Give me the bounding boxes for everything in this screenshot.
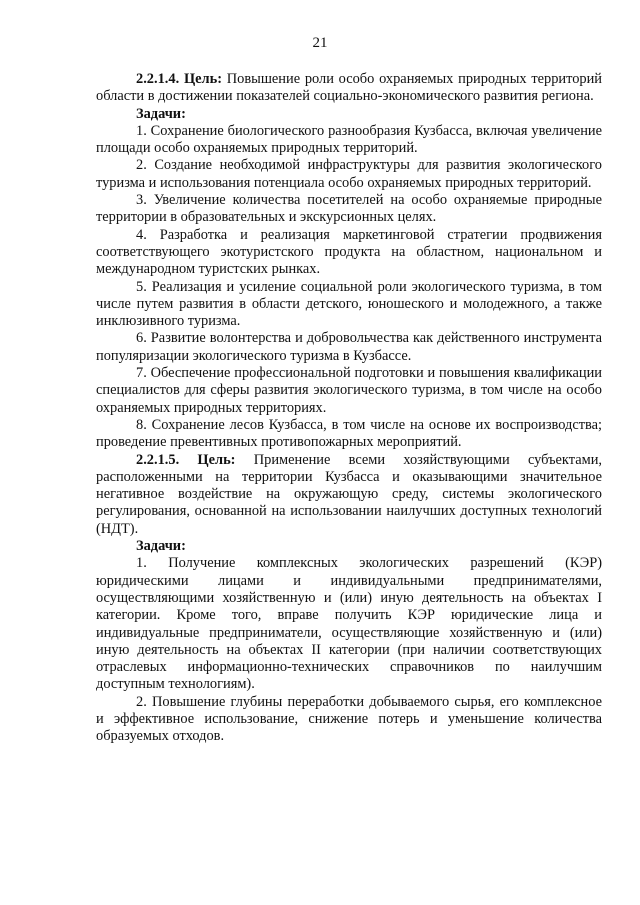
task-text: Увеличение количества посетителей на особо охраняемые природные территории в образовательных и экскурсионных целях. (96, 192, 602, 226)
task-item (96, 192, 602, 227)
document-body (96, 71, 602, 746)
task-text: Получение комплексных экологических разрешений (КЭР) юридическими лицами и индивидуальными предпринимателями, осуществляющими хозяйственную и (или) иную деятельность на объектах I категории. Кроме того, вправе получить КЭР юридические лица и индивидуальные предприниматели, осуществляющие хозяйственную и (или) иную деятельность на объектах II категории (при наличии соответствующих отраслевых информационно-технических справочников по наилучшим доступным технологиям). (96, 555, 602, 693)
task-item (96, 157, 602, 192)
task-number: 7. (136, 365, 147, 382)
goal-label: Цель: (183, 71, 222, 87)
tasks-heading: Задачи: (136, 105, 186, 122)
task-text: Создание необходимой инфраструктуры для развития экологического туризма и использования потенциала особо охраняемых природных территорий. (96, 157, 602, 191)
task-number: 2. (136, 693, 147, 710)
goal-number: 2.2.1.4. (136, 71, 180, 87)
task-number: 5. (136, 278, 147, 295)
task-number: 3. (136, 192, 147, 209)
task-number: 4. (136, 226, 147, 243)
task-text: Сохранение биологического разнообразия Кузбасса, включая увеличение площади особо охраняемых природных территорий. (96, 122, 602, 157)
task-item (96, 555, 602, 693)
goal-text: Повышение роли особо охраняемых природных территорий области в достижении показателей социально-экономического развития региона. (96, 71, 602, 105)
task-text: Обеспечение профессиональной подготовки и повышения квалификации специалистов для сферы развития экологического туризма, в том числе на особо охраняемых природных территориях. (96, 365, 602, 416)
task-text: Повышение глубины переработки добываемого сырья, его комплексное и эффективное использование, снижение потерь и уменьшение количества образуемых отходов. (96, 693, 602, 745)
goal-paragraph-2-2-1-5 (96, 452, 602, 538)
goal-text: Применение всеми хозяйствующими субъектами, расположенными на территории Кузбасса и оказывающими значительное негативное воздействие на окружающую среду, системы экологического регулирования, основанной на использовании наилучших доступных технологий (НДТ). (96, 451, 602, 537)
task-item (96, 123, 602, 158)
goal-paragraph-2-2-1-4 (96, 71, 602, 106)
task-text: Сохранение лесов Кузбасса, в том числе на основе их воспроизводства; проведение превентивных противопожарных мероприятий. (96, 416, 602, 451)
task-number: 1. (136, 122, 147, 139)
tasks-heading: Задачи: (136, 538, 186, 555)
task-text: Реализация и усиление социальной роли экологического туризма, в том числе путем развития в области детского, юношеского и молодежного, а также инклюзивного туризма. (96, 278, 602, 330)
task-item (96, 694, 602, 746)
task-text: Разработка и реализация маркетинговой стратегии продвижения соответствующего экотуристского продукта на областном, национальном и международном туристских рынках. (96, 226, 602, 278)
task-number: 6. (136, 330, 147, 347)
task-text: Развитие волонтерства и добровольчества как действенного инструмента популяризации экологического туризма в Кузбассе. (96, 330, 602, 364)
task-number: 2. (136, 157, 147, 174)
task-number: 1. (136, 555, 147, 572)
task-item (96, 227, 602, 279)
task-item (96, 330, 602, 365)
page-number: 21 (312, 35, 328, 51)
task-number: 8. (136, 416, 147, 433)
task-item (96, 279, 602, 331)
goal-number: 2.2.1.5. (136, 451, 180, 468)
task-item (96, 365, 602, 417)
goal-label: Цель: (197, 451, 236, 468)
task-item (96, 417, 602, 452)
